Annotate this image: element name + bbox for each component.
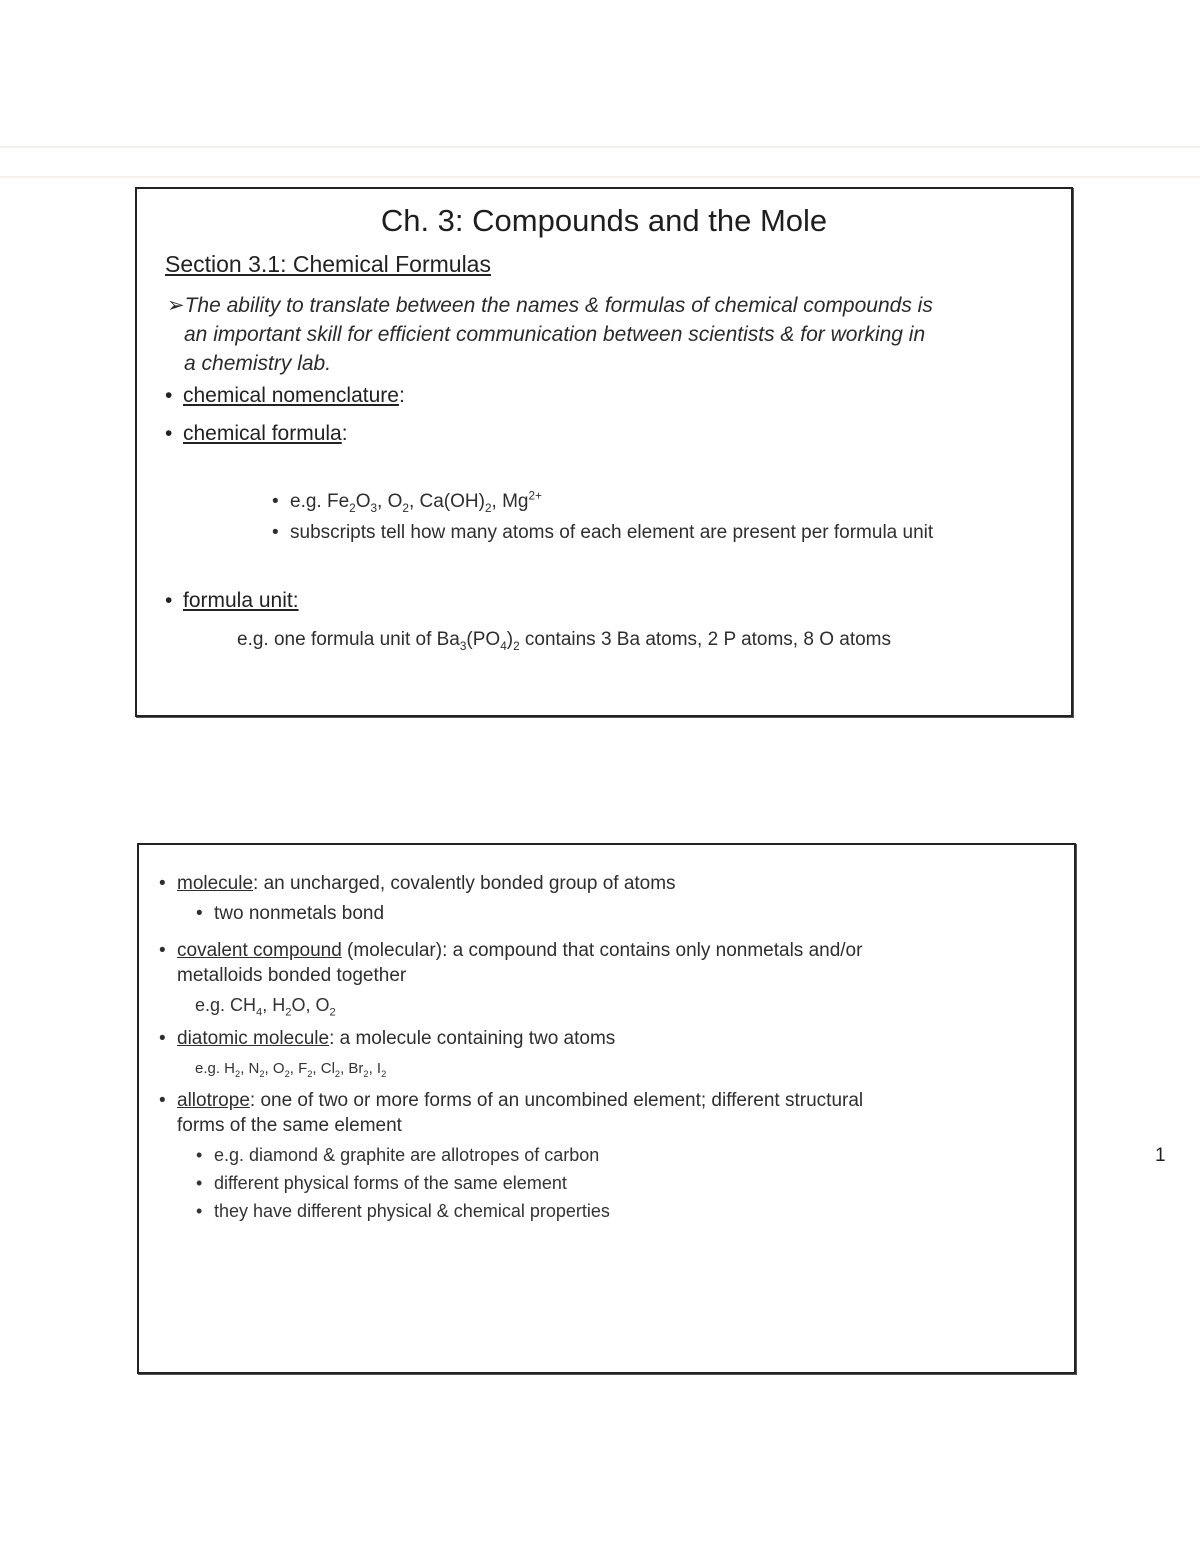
diatomic-example: e.g. $H_2$, $N_2$, $O_2$, $F_2$, $Cl_2$, $Br_2$, $I_2$: [195, 1060, 387, 1079]
slide-title: Ch. 3: Compounds and the Mole: [380, 203, 828, 238]
intro-paragraph: [167, 291, 933, 378]
slide-2: [137, 843, 1076, 1374]
term-label: allotrope: [177, 1090, 250, 1111]
bullet-icon: •: [272, 522, 279, 543]
bullet-icon: •: [159, 1090, 166, 1111]
term-covalent-compound: • covalent compound (molecular): a compound that contains only nonmetals and/or metalloids bonded together: [159, 940, 863, 986]
bullet-icon: •: [159, 940, 166, 961]
slide-1: [135, 187, 1073, 717]
intro-line: The ability to translate between the names & formulas of chemical compounds is: [184, 294, 933, 317]
bullet-icon: •: [272, 491, 279, 512]
page-number: 1: [1155, 1145, 1166, 1166]
bullet-icon: •: [165, 422, 173, 445]
formula-unit-example: e.g. one formula unit of $Ba_3(PO_4)_2$ contains 3 Ba atoms, 2 P atoms, 8 O atoms: [237, 629, 892, 653]
bullet-icon: •: [196, 1201, 203, 1221]
bullet-icon: •: [165, 384, 173, 407]
term-label: covalent compound: [177, 940, 342, 961]
term-allotrope: • allotrope: one of two or more forms of an uncombined element; different structural forms of the same element: [159, 1090, 864, 1136]
allotrope-sub-point: • they have different physical & chemical properties: [196, 1201, 610, 1221]
term-diatomic-molecule: • diatomic molecule: a molecule containing two atoms: [159, 1028, 616, 1049]
bullet-icon: •: [159, 873, 166, 894]
bullet-icon: •: [165, 589, 173, 612]
arrow-bullet-icon: ➢: [167, 294, 185, 317]
scan-artifact: [0, 176, 1200, 178]
scan-artifact: [0, 146, 1200, 148]
molecule-sub-point: • two nonmetals bond: [196, 903, 385, 924]
bullet-icon: •: [159, 1028, 166, 1049]
covalent-example: e.g. $CH_4$, $H_2O$, $O_2$: [195, 995, 336, 1019]
formula-examples: • e.g. $Fe_2O_3$, $O_2$, $Ca(OH)_2$, $Mg^{2+}$: [272, 489, 542, 515]
term-label: chemical nomenclature: [183, 384, 399, 407]
bullet-icon: •: [196, 1173, 203, 1193]
subscripts-note: • subscripts tell how many atoms of each element are present per formula unit: [272, 522, 934, 543]
term-chemical-formula: • chemical formula:: [165, 422, 348, 445]
term-label: molecule: [177, 873, 254, 894]
term-formula-unit: [165, 589, 299, 613]
section-heading: Section 3.1: Chemical Formulas: [165, 251, 491, 277]
bullet-icon: •: [196, 1145, 203, 1165]
allotrope-sub-point: • different physical forms of the same element: [196, 1173, 567, 1193]
term-label: diatomic molecule: [177, 1028, 330, 1049]
allotrope-sub-point: • e.g. diamond & graphite are allotropes of carbon: [196, 1145, 600, 1165]
bullet-icon: •: [196, 903, 203, 924]
intro-line: a chemistry lab.: [184, 352, 332, 375]
intro-line: an important skill for efficient communication between scientists & for working in: [184, 323, 926, 346]
term-molecule: • molecule: an uncharged, covalently bonded group of atoms: [159, 873, 676, 894]
term-label: formula unit:: [183, 589, 299, 612]
term-chemical-nomenclature: • chemical nomenclature:: [165, 384, 405, 407]
term-label: chemical formula: [183, 422, 342, 445]
